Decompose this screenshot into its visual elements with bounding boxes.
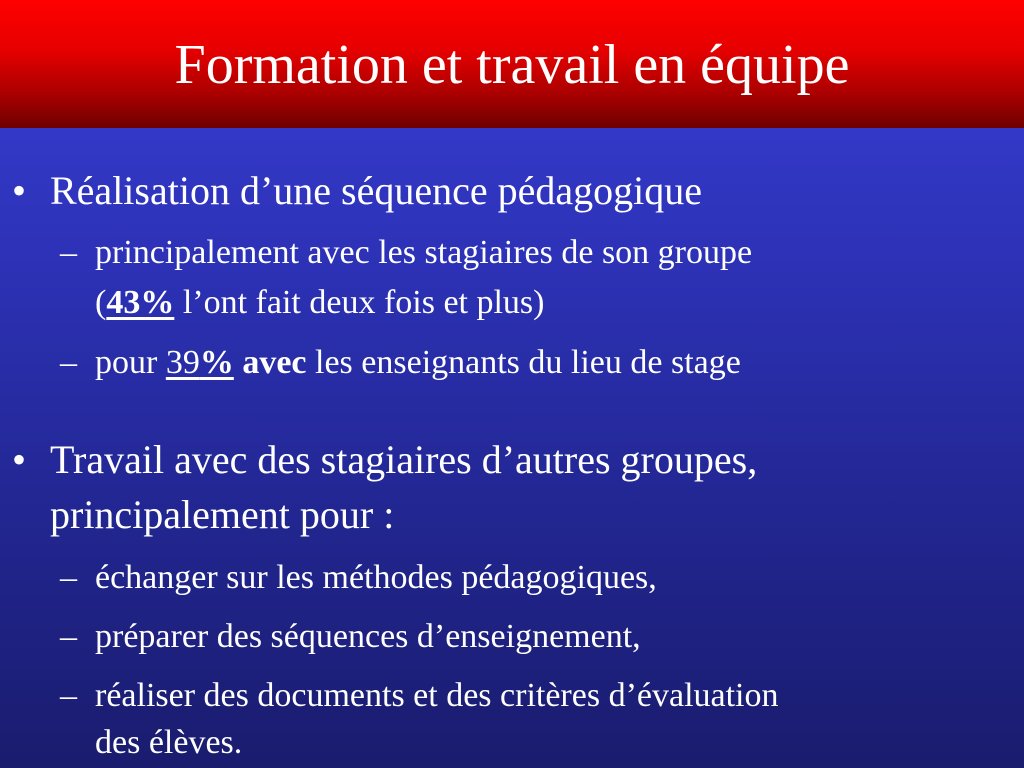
sub-bullet-1-2-rest: les enseignants du lieu de stage — [306, 344, 741, 381]
sub-bullet-marker: – — [60, 618, 77, 655]
sub-bullet-1-2-prefix: pour — [95, 344, 166, 381]
slide-title: Formation et travail en équipe — [174, 34, 850, 96]
bullet-marker: • — [12, 168, 27, 213]
sub-bullet-1-1-line2 — [95, 278, 544, 328]
bullet-marker: • — [12, 437, 27, 482]
sub-bullet-1-2 — [95, 338, 741, 388]
sub-bullet-marker: – — [60, 559, 77, 596]
sub-bullet-2-2: préparer des séquences d’enseignement, — [95, 618, 641, 655]
percentage-43: 43% — [106, 284, 175, 321]
bold-word-avec: avec — [242, 344, 307, 381]
sub-bullet-2-3-line1: réaliser des documents et des critères d’évaluation — [95, 677, 779, 714]
sub-bullet-marker: – — [60, 234, 77, 271]
open-paren: ( — [95, 284, 107, 321]
bullet-1-text: Réalisation d’une séquence pédagogique — [50, 168, 702, 213]
percentage-39-sign: % — [199, 344, 234, 381]
percentage-39 — [166, 344, 234, 381]
sub-bullet-marker: – — [60, 344, 77, 381]
bullet-2-line1: Travail avec des stagiaires d’autres groupes, — [50, 437, 758, 482]
sub-bullet-1-1-line1: principalement avec les stagiaires de son groupe — [95, 234, 753, 271]
sub-bullet-2-3-line2: des élèves. — [95, 724, 243, 761]
sub-bullet-1-1-rest: l’ont fait deux fois et plus) — [174, 284, 545, 321]
sub-bullet-marker: – — [60, 677, 77, 714]
bullet-2-line2: principalement pour : — [50, 492, 395, 537]
percentage-39-digits: 39 — [165, 344, 200, 381]
sub-bullet-2-1: échanger sur les méthodes pédagogiques, — [95, 559, 657, 596]
